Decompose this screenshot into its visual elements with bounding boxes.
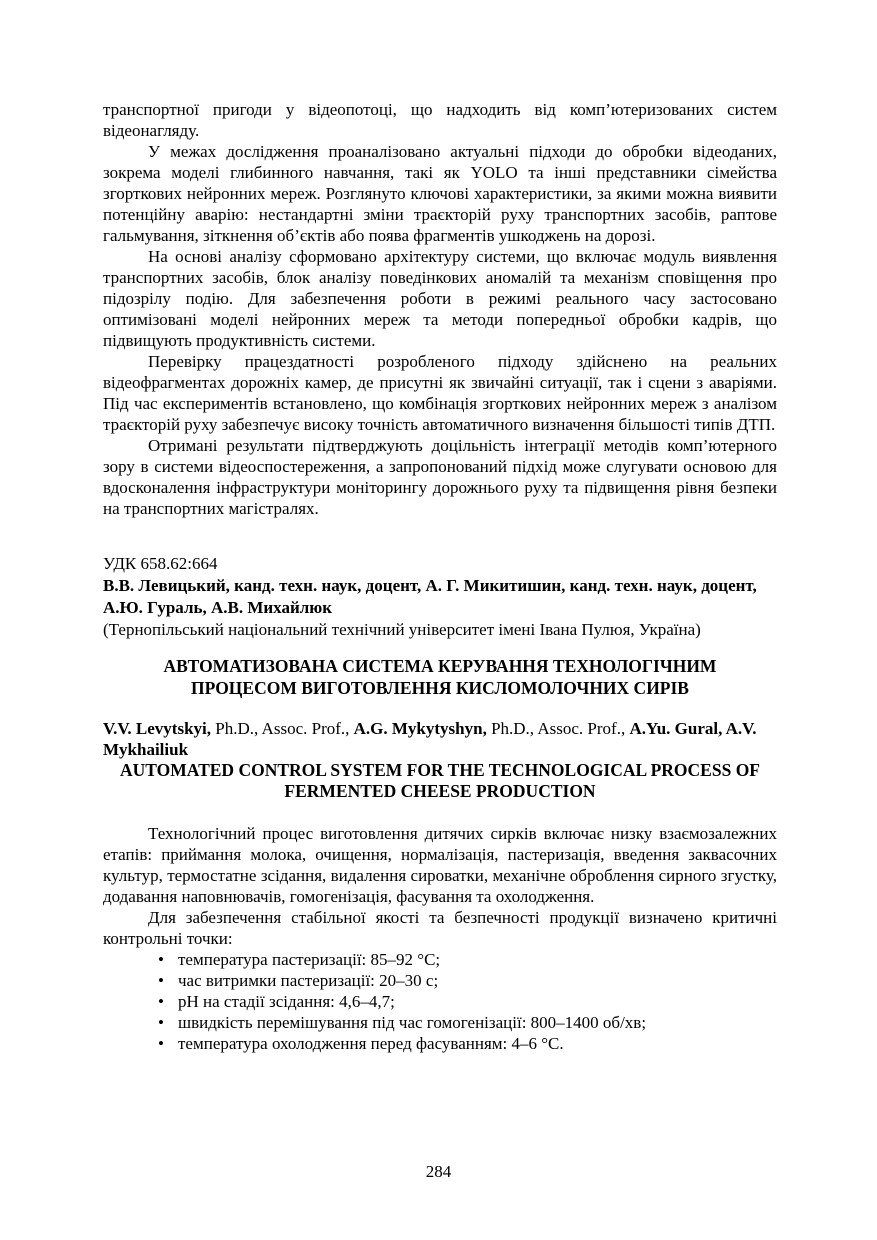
author-name: A.Yu. Gural, A.V. Mykhailiuk [103, 719, 757, 759]
abstract-paragraph: Перевірку працездатності розробленого підходу здійснено на реальних відеофрагментах дорожніх камер, де присутні як звичайні ситуації, так і сцени з аваріями. Під час експериментів встановлено, що комбінація згорткових нейронних мереж з аналізом траєкторій руху забезпечує високу точність автоматичного визначення більшості типів ДТП. [103, 352, 777, 434]
list-item: • температура пастеризації: 85–92 °С; [103, 949, 777, 970]
section-gap [103, 641, 777, 655]
authors-ukrainian: В.В. Левицький, канд. техн. наук, доцент, А. Г. Микитишин, канд. техн. наук, доцент, А.Ю. Гураль, А.В. Михайлюк [103, 576, 757, 617]
author-name: A.G. Mykytyshyn, [353, 719, 487, 738]
list-item: • pH на стадії зсідання: 4,6–4,7; [103, 991, 777, 1012]
article-paragraph: Технологічний процес виготовлення дитячих сирків включає низку взаємозалежних етапів: приймання молока, очищення, нормалізація, пастеризація, введення заквасочних культур, термостатне зсідання, видалення сироватки, механічне оброблення сирного згустку, додавання наповнювачів, гомогенізація, фасування та охолодження. [103, 824, 777, 906]
section-gap [103, 699, 777, 718]
article-title-english: AUTOMATED CONTROL SYSTEM FOR THE TECHNOLOGICAL PROCESS OF FERMENTED CHEESE PRODUCTION [119, 760, 760, 801]
abstract-paragraph: На основі аналізу сформовано архітектуру системи, що включає модуль виявлення транспортних засобів, блок аналізу поведінкових аномалій та механізм сповіщення про підозрілу подію. Для забезпечення роботи в режимі реального часу застосовано оптимізовані моделі нейронних мереж та методи попередньої обробки кадрів, що підвищують продуктивність системи. [103, 247, 777, 350]
author-degree: Ph.D., Assoc. Prof., [486, 719, 630, 738]
list-item: • час витримки пастеризації: 20–30 с; [103, 970, 777, 991]
article-paragraph: Для забезпечення стабільної якості та безпечності продукції визначено критичні контрольні точки: [103, 908, 777, 948]
page-content [103, 99, 777, 1054]
abstract-continuation-paragraph: транспортної пригоди у відеопотоці, що надходить від комп’ютеризованих систем відеонагляду. [103, 100, 777, 140]
section-gap [103, 802, 777, 823]
section-gap [103, 519, 777, 553]
list-item: • швидкість перемішування під час гомогенізації: 800–1400 об/хв; [103, 1012, 777, 1033]
author-name: V.V. Levytskyi, [103, 719, 212, 738]
affiliation: (Тернопільський національний технічний університет імені Івана Пулюя, Україна) [103, 620, 701, 639]
abstract-paragraph: Отримані результати підтверджують доцільність інтеграції методів комп’ютерного зору в системи відеоспостереження, а запропонований підхід може слугувати основою для вдосконалення інфраструктури моніторингу дорожнього руху та підвищення рівня безпеки на транспортних магістралях. [103, 436, 777, 518]
udc-code: УДК 658.62:664 [103, 554, 218, 573]
control-points-list [103, 949, 777, 1054]
list-item: • температура охолодження перед фасуванням: 4–6 °С. [103, 1033, 777, 1054]
authors-english [103, 718, 777, 760]
page-number: 284 [425, 1162, 452, 1181]
article-title-ukrainian: АВТОМАТИЗОВАНА СИСТЕМА КЕРУВАННЯ ТЕХНОЛОГІЧНИМ ПРОЦЕСОМ ВИГОТОВЛЕННЯ КИСЛОМОЛОЧНИХ СИРІВ [163, 656, 717, 698]
abstract-paragraph: У межах дослідження проаналізовано актуальні підходи до обробки відеоданих, зокрема моделі глибинного навчання, такі як YOLO та інші представники сімейства згорткових нейронних мереж. Розглянуто ключові характеристики, за якими можна виявити потенційну аварію: нестандартні зміни траєкторій руху транспортних засобів, раптове гальмування, зіткнення об’єктів або поява фрагментів ушкоджень на дорозі. [103, 142, 777, 245]
author-degree: Ph.D., Assoc. Prof., [211, 719, 354, 738]
